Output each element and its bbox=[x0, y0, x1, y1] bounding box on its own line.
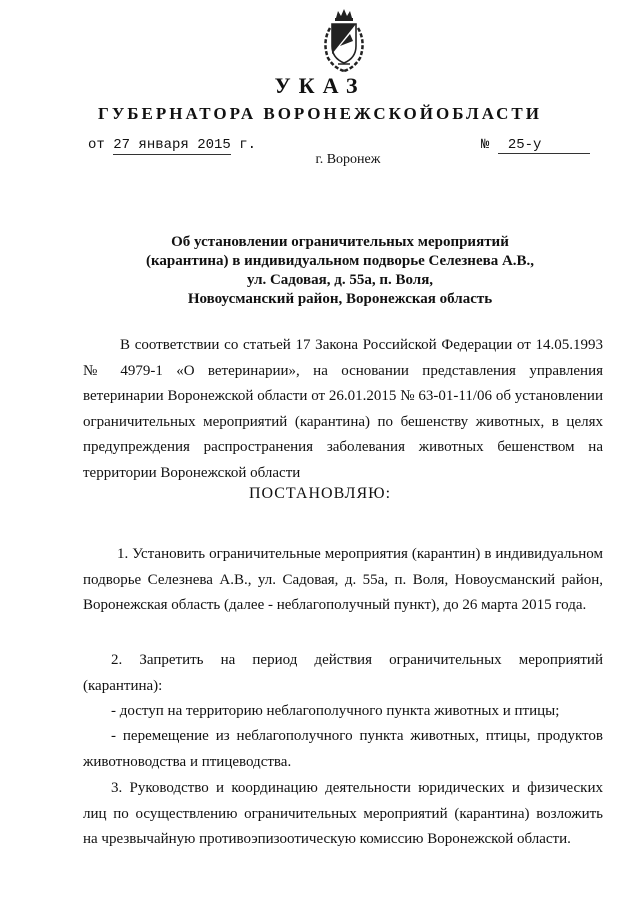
number-sign: № bbox=[481, 137, 490, 153]
issuer-heading: ГУБЕРНАТОРА ВОРОНЕЖСКОЙОБЛАСТИ bbox=[98, 104, 542, 123]
item-1: 1. Установить ограничительные мероприятия (карантин) в индивидуальном подворье Селезнева А.В., ул. Садовая, д. 55а, п. Воля, Новоусманский район, Воронежская область (далее - неблагополучный пункт), до 26 марта 2015 года. bbox=[83, 546, 603, 613]
document-title bbox=[120, 233, 560, 309]
date-suffix: г. bbox=[239, 137, 257, 153]
title-line: Об установлении ограничительных мероприятий bbox=[171, 234, 509, 250]
title-line: Новоусманский район, Воронежская область bbox=[187, 291, 493, 307]
document-city: г. Воронеж bbox=[315, 152, 381, 167]
number-value: 25-у bbox=[498, 137, 590, 154]
item-2-bullet-movement: - перемещение из неблагополучного пункта животных, птицы, продуктов животноводства и птицеводства. bbox=[83, 728, 603, 770]
coat-of-arms-icon bbox=[316, 8, 372, 74]
date-prefix: от bbox=[88, 137, 105, 153]
title-line: ул. Садовая, д. 55а, п. Воля, bbox=[246, 272, 434, 288]
decree-word: ПОСТАНОВЛЯЮ: bbox=[248, 485, 392, 502]
item-2-bullet-access: - доступ на территорию неблагополучного пункта животных и птицы; bbox=[111, 703, 560, 719]
document-type-heading: УКАЗ bbox=[274, 73, 366, 98]
date-value: 27 января 2015 bbox=[113, 137, 231, 153]
title-line: (карантина) в индивидуальном подворье Селезнева А.В., bbox=[145, 253, 535, 269]
document-date bbox=[88, 137, 256, 153]
preamble-paragraph: В соответствии со статьей 17 Закона Российской Федерации от 14.05.1993 № 4979-1 «О ветеринарии», на основании представления управления ветеринарии Воронежской области от 26.01.2015 № 63-01-11/06 об установлении ограничительных мероприятий (карантина) по бешенству животных, в целях предупреждения распространения заболевания животных бешенством на территории Воронежской области bbox=[83, 337, 603, 481]
item-2: 2. Запретить на период действия ограничительных мероприятий (карантина): bbox=[83, 652, 603, 694]
item-3: 3. Руководство и координацию деятельности юридических и физических лиц по осуществлению ограничительных мероприятий (карантина) возложить на чрезвычайную противоэпизоотическую комиссию Воронежской области. bbox=[83, 780, 603, 847]
